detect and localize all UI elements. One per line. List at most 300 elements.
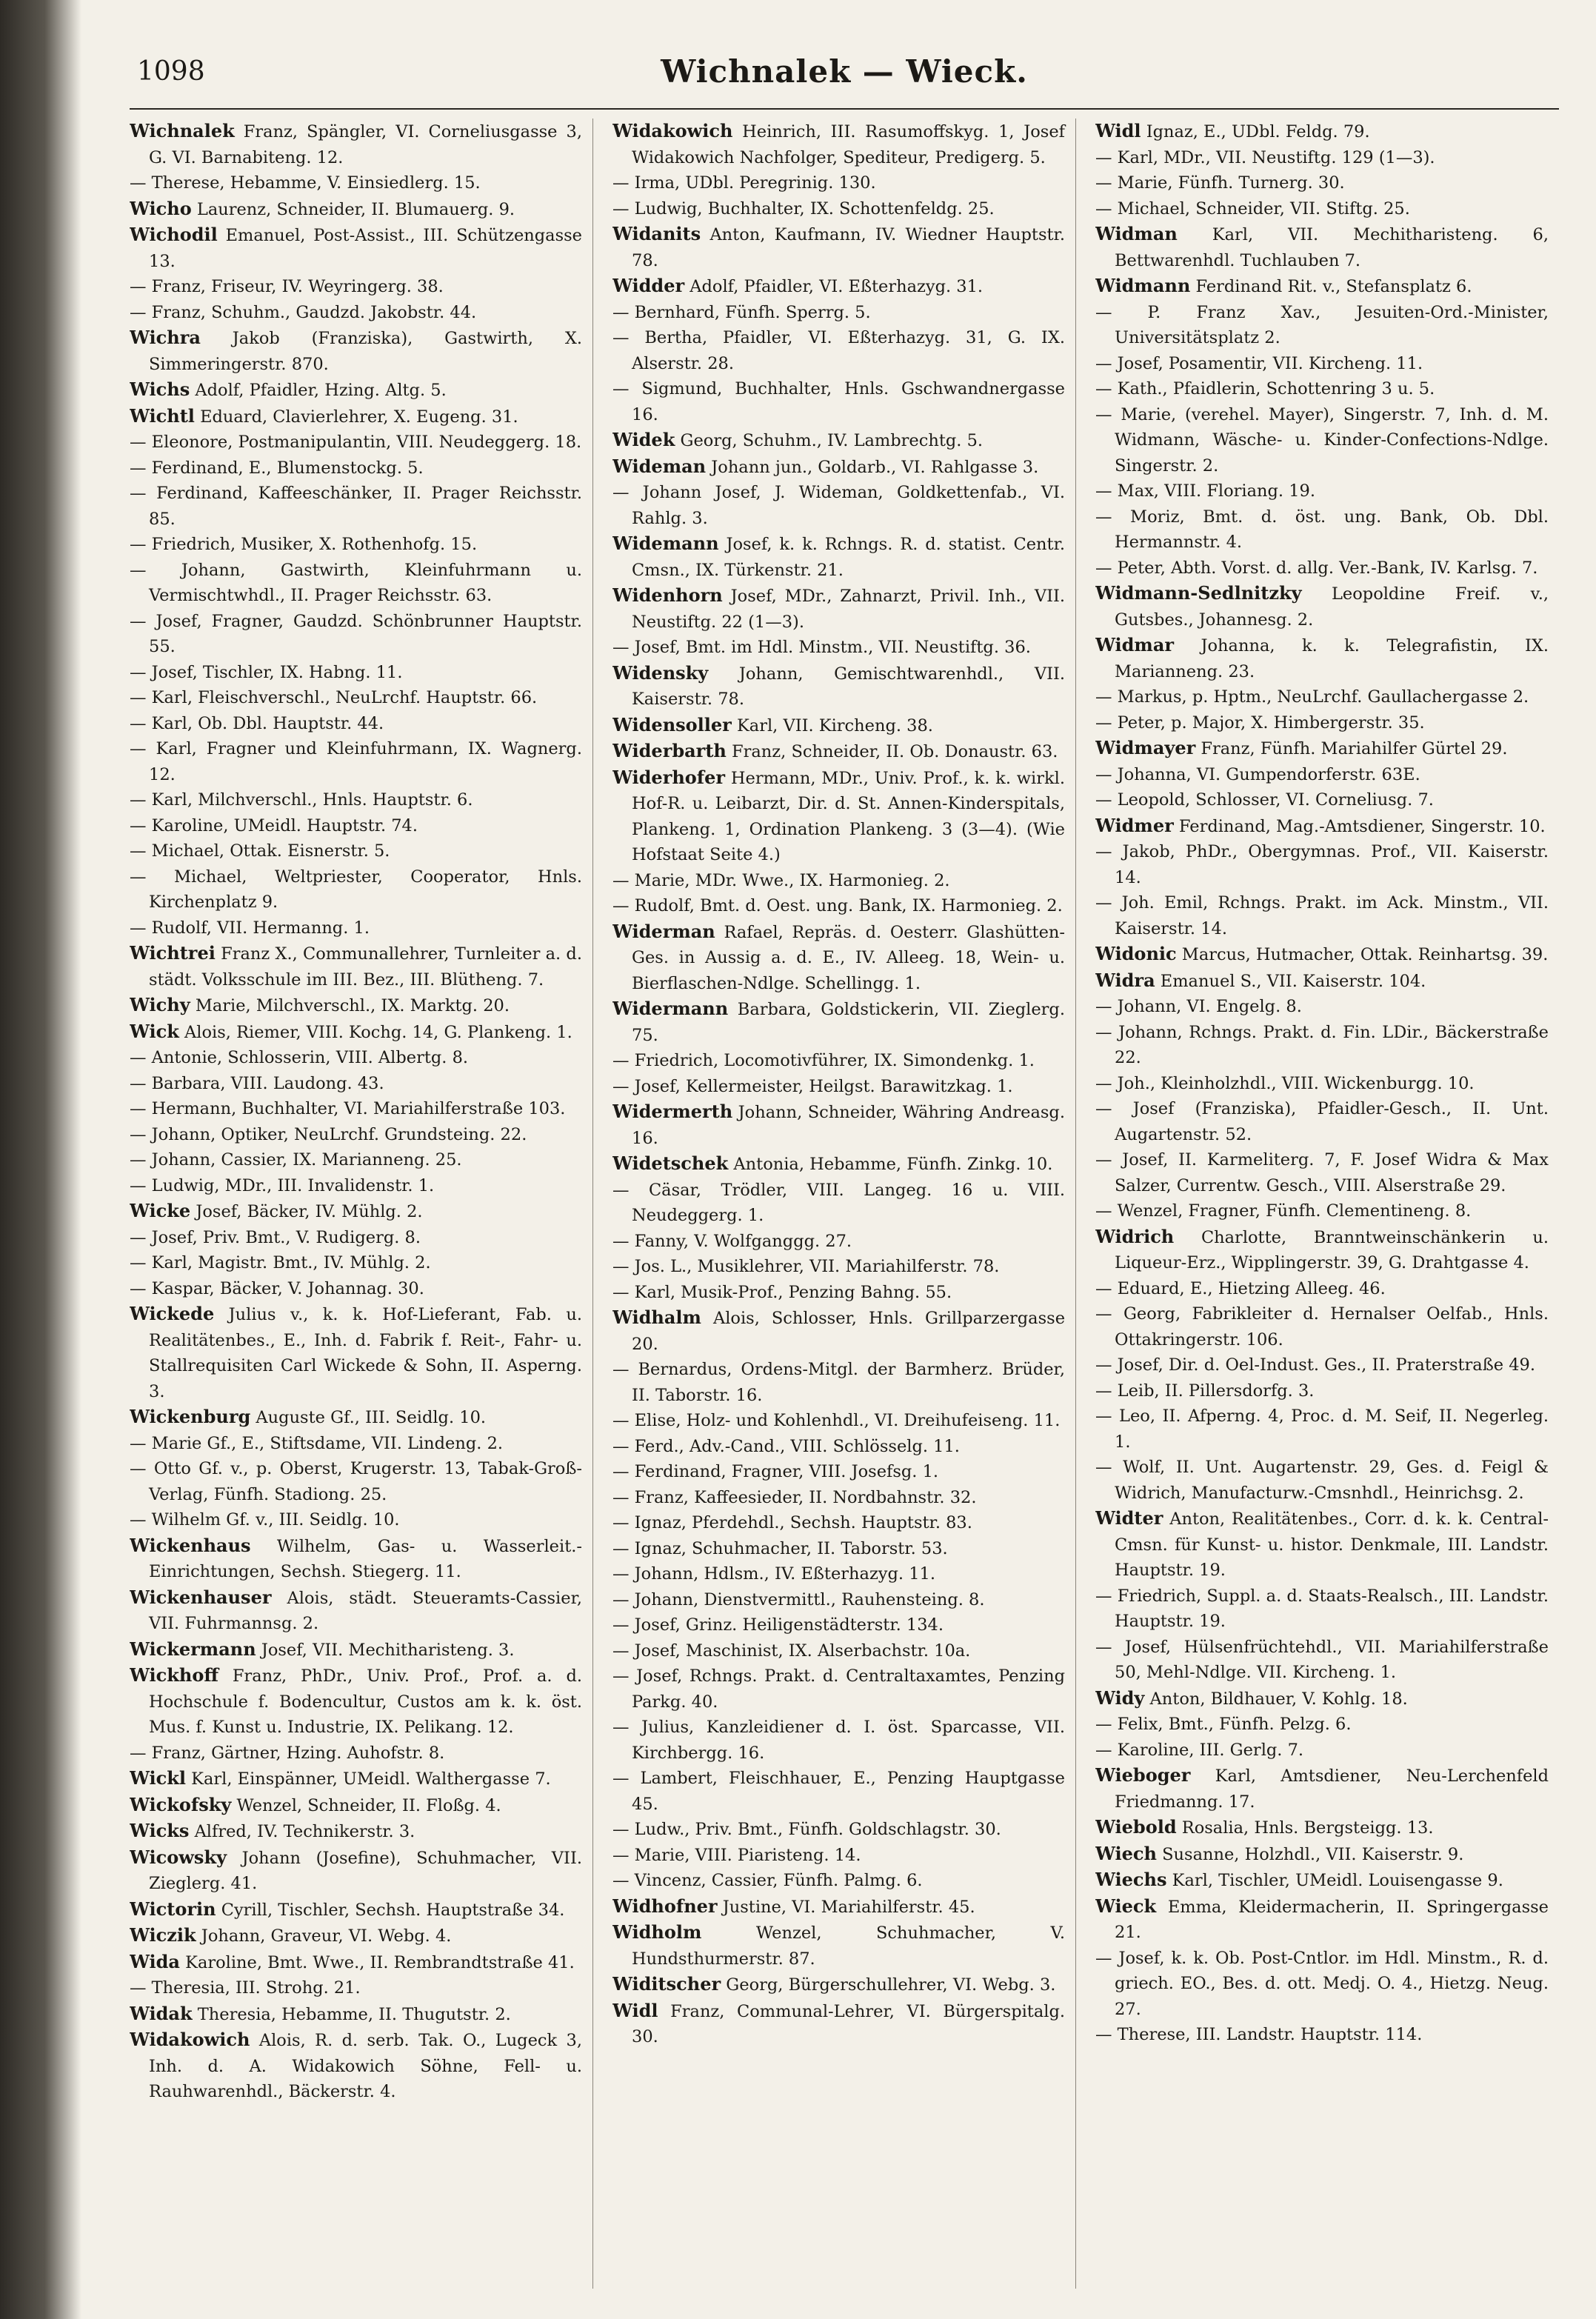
entry-text: — Jos. L., Musiklehrer, VII. Mariahilferstr. 78.: [612, 1257, 1000, 1276]
directory-entry: [612, 1561, 1065, 1587]
directory-entry: [130, 532, 582, 558]
entry-surname: Wiebold: [1095, 1816, 1177, 1838]
entry-text: Marie, Milchverschl., IX. Marktg. 20.: [195, 996, 510, 1015]
entry-text: — Eleonore, Postmanipulantin, VIII. Neudeggerg. 18.: [130, 433, 582, 452]
entry-surname: Wichtl: [130, 404, 195, 427]
entry-surname: Widerman: [612, 920, 715, 942]
entry-text: Johann, Graveur, VI. Webg. 4.: [201, 1926, 452, 1946]
entry-text: — Franz, Friseur, IV. Weyringerg. 38.: [130, 277, 444, 296]
entry-text: Rafael, Repräs. d. Oesterr. Glashütten-Ges. in Aussig a. d. E., IV. Alleeg. 18, Wein- u. Bierflaschen-Ndlge. Schellingg. 1.: [632, 922, 1065, 993]
directory-entry: [1095, 1867, 1549, 1894]
directory-entry: [612, 635, 1065, 661]
directory-entry: [1095, 813, 1549, 840]
entry-surname: Widetschek: [612, 1152, 729, 1174]
entry-text: — Elise, Holz- und Kohlenhdl., VI. Dreihufeiseng. 11.: [612, 1411, 1061, 1430]
entry-text: Ignaz, E., UDbl. Feldg. 79.: [1146, 122, 1370, 141]
entry-text: Johann jun., Goldarb., VI. Rahlgasse 3.: [711, 457, 1039, 477]
directory-entry: [1095, 1147, 1549, 1198]
directory-entry: [612, 325, 1065, 376]
entry-text: — Josef, Tischler, IX. Habng. 11.: [130, 662, 403, 682]
entry-text: — Barbara, VIII. Laudong. 43.: [130, 1073, 384, 1093]
entry-text: Hermann, MDr., Univ. Prof., k. k. wirkl. Hof-R. u. Leibarzt, Dir. d. St. Annen-Kinderspitals, Plankeng. 1, Ordination Plankeng. 3 (3—4). (Wie Hofstaat Seite 4.): [632, 768, 1065, 864]
entry-text: Emma, Kleidermacherin, II. Springergasse 21.: [1115, 1897, 1549, 1942]
entry-text: — Ludwig, MDr., III. Invalidenstr. 1.: [130, 1175, 435, 1195]
entry-text: — Josef, Posamentir, VII. Kircheng. 11.: [1095, 353, 1423, 373]
entry-surname: Widhalm: [612, 1307, 701, 1328]
entry-surname: Wickenburg: [130, 1406, 251, 1427]
entry-text: Alois, R. d. serb. Tak. O., Lugeck 3, Inh. d. A. Widakowich Söhne, Fell- u. Rauhwarenhdl., Bäckerstr. 4.: [149, 2031, 582, 2101]
entry-text: Johann (Josefine), Schuhmacher, VII. Zieglerg. 41.: [149, 1848, 582, 1893]
entry-text: — Peter, Abth. Vorst. d. allg. Ver.-Bank, IV. Karlsg. 7.: [1095, 558, 1538, 578]
directory-entry: [1095, 839, 1549, 890]
entry-text: — Johanna, VI. Gumpendorferstr. 63E.: [1095, 764, 1420, 784]
entry-text: — Josef, II. Karmeliterg. 7, F. Josef Widra & Max Salzer, Currentw. Gesch., VIII. Alserstraße 29.: [1095, 1150, 1549, 1195]
entry-surname: Wichra: [130, 327, 201, 348]
directory-entry: [1095, 710, 1549, 736]
entry-text: — Karoline, UMeidl. Hauptstr. 74.: [130, 815, 418, 835]
entry-surname: Wichodil: [130, 224, 218, 245]
directory-entry: [130, 711, 582, 737]
directory-entry: [1095, 1352, 1549, 1378]
directory-entry: [612, 1766, 1065, 1817]
entry-surname: Widman: [1095, 223, 1178, 244]
entry-text: Josef, k. k. Rchngs. R. d. statist. Centr. Cmsn., IX. Türkenstr. 21.: [632, 535, 1066, 580]
directory-entry: [612, 454, 1065, 481]
entry-text: — Josef, Priv. Bmt., V. Rudigerg. 8.: [130, 1227, 421, 1247]
entry-surname: Wieboger: [1095, 1764, 1191, 1786]
entry-text: — Karl, Magistr. Bmt., IV. Mühlg. 2.: [130, 1253, 431, 1272]
entry-text: — Johann, VI. Engelg. 8.: [1095, 997, 1302, 1016]
entry-text: Johann, Schneider, Währing Andreasg. 16.: [632, 1103, 1065, 1148]
entry-surname: Wickofsky: [130, 1793, 232, 1815]
entry-text: — Karl, Fragner und Kleinfuhrmann, IX. Wagnerg. 12.: [130, 739, 582, 784]
directory-entry: [612, 919, 1065, 997]
directory-entry: [612, 1715, 1065, 1766]
entry-surname: Widenhorn: [612, 584, 723, 606]
directory-entry: [1095, 1096, 1549, 1147]
directory-entry: [130, 1818, 582, 1845]
directory-entry: [612, 868, 1065, 894]
directory-entry: [612, 1664, 1065, 1715]
entry-surname: Widerhofer: [612, 766, 726, 788]
entry-surname: Widak: [130, 2002, 193, 2024]
entry-text: — Franz, Gärtner, Hzing. Auhofstr. 8.: [130, 1743, 445, 1763]
directory-entry: [130, 813, 582, 839]
directory-entry: [1095, 633, 1549, 684]
entry-text: — Leopold, Schlosser, VI. Corneliusg. 7.: [1095, 790, 1434, 810]
directory-entry: [612, 170, 1065, 196]
entry-text: — Bernhard, Fünfh. Sperrg. 5.: [612, 302, 871, 322]
directory-entry: [612, 1510, 1065, 1536]
entry-text: Laurenz, Schneider, II. Blumauerg. 9.: [196, 199, 515, 219]
directory-entry: [1095, 1946, 1549, 2023]
entry-text: — Rudolf, VII. Hermanng. 1.: [130, 918, 370, 938]
directory-entry: [130, 377, 582, 404]
directory-entry: [612, 1151, 1065, 1178]
directory-entry: [612, 1843, 1065, 1869]
entry-text: — Max, VIII. Floriang. 19.: [1095, 481, 1316, 501]
directory-entry: [1095, 1378, 1549, 1404]
entry-text: — Josef, k. k. Ob. Post-Cntlor. im Hdl. Minstm., R. d. griech. EO., Bes. d. ott. Medj. O. 4., Hietzg. Neug. 27.: [1095, 1948, 1549, 2019]
entry-surname: Widmar: [1095, 634, 1175, 655]
directory-entry: [130, 992, 582, 1019]
entry-text: — Cäsar, Trödler, VIII. Langeg. 16 u. VIII. Neudeggerg. 1.: [612, 1180, 1065, 1225]
entry-text: — Josef, Dir. d. Oel-Indust. Ges., II. Praterstraße 49.: [1095, 1355, 1535, 1375]
directory-entry: [612, 1972, 1065, 1998]
directory-entry: [612, 1920, 1065, 1972]
entry-surname: Wicho: [130, 197, 192, 219]
entry-text: — Ferdinand, E., Blumenstockg. 5.: [130, 458, 424, 478]
entry-text: Karoline, Bmt. Wwe., II. Rembrandtstraße 41.: [185, 1952, 575, 1972]
entry-text: Wilhelm, Gas- u. Wasserleit.-Einrichtungen, Sechsh. Stiegerg. 11.: [149, 1536, 582, 1581]
directory-entry: [130, 1949, 582, 1976]
directory-entry: [612, 893, 1065, 919]
entry-surname: Wictorin: [130, 1898, 216, 1920]
directory-entry: [130, 2001, 582, 2028]
entry-text: Karl, VII. Mechitharisteng. 6, Bettwarenhdl. Tuchlauben 7.: [1115, 225, 1549, 270]
entry-surname: Widensoller: [612, 713, 732, 735]
entry-surname: Widmayer: [1095, 737, 1196, 758]
page-number: 1098: [137, 56, 205, 87]
entry-text: Charlotte, Branntweinschänkerin u. Liqueur-Erz., Wipplingerstr. 39, G. Drahtgasse 4.: [1115, 1227, 1549, 1272]
directory-entry: [130, 1276, 582, 1302]
entry-text: Josef, MDr., Zahnarzt, Privil. Inh., VII. Neustiftg. 22 (1—3).: [632, 587, 1065, 632]
entry-text: Johann, Gemischtwarenhdl., VII. Kaiserstr. 78.: [632, 664, 1066, 709]
directory-entry: [130, 1585, 582, 1637]
entry-text: Ferdinand Rit. v., Stefansplatz 6.: [1195, 277, 1472, 296]
entry-surname: Wicke: [130, 1200, 191, 1221]
directory-entry: [1095, 145, 1549, 171]
entry-text: Heinrich, III. Rasumoffskyg. 1, Josef Widakowich Nachfolger, Spediteur, Predigerg. 5.: [632, 122, 1065, 167]
directory-entry: [130, 1198, 582, 1225]
entry-text: Georg, Bürgerschullehrer, VI. Webg. 3.: [726, 1975, 1056, 1995]
entry-text: — Jakob, PhDr., Obergymnas. Prof., VII. Kaiserstr. 14.: [1095, 842, 1549, 887]
directory-entry: [612, 583, 1065, 635]
directory-entry: [1095, 1815, 1549, 1841]
directory-entry: [130, 736, 582, 787]
entry-text: — Lambert, Fleischhauer, E., Penzing Hauptgasse 45.: [612, 1769, 1065, 1814]
directory-entry: [612, 713, 1065, 739]
directory-entry: [130, 325, 582, 377]
entry-text: — Eduard, E., Hietzing Alleeg. 46.: [1095, 1278, 1386, 1298]
directory-entry: [612, 1459, 1065, 1485]
directory-entry: [612, 1868, 1065, 1894]
directory-entry: [130, 1250, 582, 1276]
directory-entry: [1095, 1506, 1549, 1584]
entry-text: Rosalia, Hnls. Bergsteigg. 13.: [1181, 1818, 1434, 1838]
entry-surname: Widrich: [1095, 1225, 1175, 1247]
directory-entry: [1095, 1686, 1549, 1712]
entry-text: Karl, VII. Kircheng. 38.: [736, 715, 933, 735]
entry-text: Johanna, k. k. Telegrafistin, IX. Marianneng. 23.: [1115, 636, 1549, 681]
entry-surname: Wickenhauser: [130, 1586, 272, 1608]
directory-entry: [130, 170, 582, 196]
entry-text: — Leo, II. Afperng. 4, Proc. d. M. Seif, II. Negerleg. 1.: [1095, 1407, 1549, 1452]
entry-text: Auguste Gf., III. Seidlg. 10.: [256, 1408, 487, 1427]
entry-text: — Friedrich, Musiker, X. Rothenhofg. 15.: [130, 535, 478, 554]
entry-text: Wenzel, Schneider, II. Floßg. 4.: [236, 1795, 501, 1815]
columns: [130, 119, 1559, 2289]
directory-entry: [1095, 1198, 1549, 1224]
entry-surname: Widmer: [1095, 814, 1174, 836]
entry-text: — Bertha, Pfaidler, VI. Eßterhazyg. 31, G. IX. Alserstr. 28.: [612, 328, 1065, 373]
directory-entry: [130, 119, 582, 170]
entry-surname: Widakowich: [612, 120, 733, 141]
directory-entry: [612, 765, 1065, 868]
entry-surname: Widter: [1095, 1507, 1163, 1529]
entry-surname: Wieck: [1095, 1895, 1157, 1917]
directory-entry: [612, 1178, 1065, 1229]
entry-text: Josef, Bäcker, IV. Mühlg. 2.: [196, 1202, 423, 1221]
directory-entry: [612, 531, 1065, 583]
directory-entry: [1095, 504, 1549, 555]
directory-entry: [130, 1741, 582, 1766]
directory-entry: [1095, 968, 1549, 995]
directory-entry: [612, 1048, 1065, 1074]
directory-entry: [1095, 1712, 1549, 1738]
column-left: [130, 119, 593, 2289]
entry-surname: Widensky: [612, 661, 709, 684]
entry-text: — P. Franz Xav., Jesuiten-Ord.-Minister, Universitätsplatz 2.: [1095, 302, 1549, 347]
entry-text: — Friedrich, Locomotivführer, IX. Simondenkg. 1.: [612, 1051, 1035, 1070]
entry-surname: Wickenhaus: [130, 1534, 251, 1556]
entry-text: — Ferdinand, Kaffeeschänker, II. Prager Reichsstr. 85.: [130, 484, 582, 529]
entry-text: — Johann Josef, J. Wideman, Goldkettenfab., VI. Rahlg. 3.: [612, 483, 1065, 528]
directory-entry: [130, 222, 582, 274]
entry-text: Theresia, Hebamme, II. Thugutstr. 2.: [197, 2004, 511, 2024]
entry-text: Cyrill, Tischler, Sechsh. Hauptstraße 34.: [221, 1900, 565, 1920]
directory-entry: [1095, 478, 1549, 504]
directory-entry: [130, 787, 582, 813]
entry-surname: Widholm: [612, 1921, 702, 1943]
directory-entry: [130, 1975, 582, 2001]
entry-text: — Leib, II. Pillersdorfg. 3.: [1095, 1381, 1315, 1401]
directory-entry: [612, 480, 1065, 531]
directory-entry: [1095, 1763, 1549, 1815]
entry-text: Franz, Spängler, VI. Corneliusgasse 3, G. VI. Barnabiteng. 12.: [149, 122, 583, 167]
entry-surname: Wichtrei: [130, 942, 216, 964]
directory-entry: [612, 1894, 1065, 1921]
directory-entry: [1095, 787, 1549, 813]
entry-text: Julius v., k. k. Hof-Lieferant, Fab. u. Realitätenbes., E., Inh. d. Fabrik f. Reit-, Fahr- u. Stallrequisiten Carl Wickede & Sohn, II. Asperng. 3.: [149, 1305, 583, 1401]
page-header: [130, 52, 1559, 110]
entry-surname: Wicks: [130, 1820, 190, 1841]
entry-text: — Josef, Maschinist, IX. Alserbachstr. 10a.: [612, 1641, 971, 1661]
directory-entry: [130, 660, 582, 686]
directory-entry: [1095, 1020, 1549, 1071]
directory-entry: [1095, 1224, 1549, 1276]
entry-text: Jakob (Franziska), Gastwirth, X. Simmeringerstr. 870.: [149, 329, 582, 374]
directory-entry: [130, 300, 582, 326]
directory-entry: [612, 1280, 1065, 1306]
directory-entry: [1095, 1404, 1549, 1455]
entry-text: — Ferd., Adv.-Cand., VIII. Schlösselg. 11.: [612, 1436, 960, 1456]
directory-entry: [1095, 196, 1549, 222]
directory-entry: [612, 1587, 1065, 1613]
entry-surname: Widitscher: [612, 1973, 721, 1995]
entry-surname: Widmann: [1095, 275, 1191, 296]
entry-text: — Ignaz, Pferdehdl., Sechsh. Hauptstr. 83.: [612, 1513, 972, 1532]
entry-text: — Bernardus, Ordens-Mitgl. der Barmherz. Brüder, II. Taborstr. 16.: [612, 1360, 1065, 1405]
entry-text: — Marie, (verehel. Mayer), Singerstr. 7, Inh. d. M. Widmann, Wäsche- u. Kinder-Confections-Ndlge. Singerstr. 2.: [1095, 404, 1549, 476]
entry-surname: Widy: [1095, 1686, 1145, 1709]
directory-entry: [612, 1357, 1065, 1408]
directory-entry: [130, 609, 582, 660]
entry-text: — Josef, Kellermeister, Heilgst. Barawitzkag. 1.: [612, 1076, 1013, 1096]
directory-entry: [130, 1897, 582, 1923]
entry-text: — Franz, Kaffeesieder, II. Nordbahnstr. 32.: [612, 1487, 977, 1507]
entry-text: — Johann, Optiker, NeuLrchf. Grundsteing. 22.: [130, 1124, 527, 1144]
directory-entry: [612, 427, 1065, 454]
directory-entry: [130, 1663, 582, 1741]
entry-text: Anton, Realitätenbes., Corr. d. k. k. Central-Cmsn. für Kunst- u. histor. Denkmale, III. Landstr. Hauptstr. 19.: [1115, 1509, 1549, 1580]
directory-entry: [612, 996, 1065, 1048]
directory-entry: [612, 1099, 1065, 1151]
directory-entry: [1095, 119, 1549, 145]
entry-text: — Joh. Emil, Rchngs. Prakt. im Ack. Minstm., VII. Kaiserstr. 14.: [1095, 893, 1549, 938]
entry-text: Marcus, Hutmacher, Ottak. Reinhartsg. 39.: [1181, 945, 1549, 964]
entry-text: — Karl, MDr., VII. Neustiftg. 129 (1—3).: [1095, 147, 1435, 167]
entry-text: — Michael, Schneider, VII. Stiftg. 25.: [1095, 198, 1410, 218]
directory-entry: [1095, 1841, 1549, 1868]
entry-text: — Ignaz, Schuhmacher, II. Taborstr. 53.: [612, 1538, 948, 1558]
entry-text: — Josef (Franziska), Pfaidler-Gesch., II. Unt. Augartenstr. 52.: [1095, 1099, 1549, 1144]
directory-entry: [130, 1792, 582, 1819]
directory-entry: [612, 1074, 1065, 1100]
entry-text: Alois, Riemer, VIII. Kochg. 14, G. Plankeng. 1.: [184, 1022, 572, 1042]
directory-entry: [1095, 1071, 1549, 1097]
directory-entry: [1095, 762, 1549, 788]
entry-text: — Johann, Rchngs. Prakt. d. Fin. LDir., Bäckerstraße 22.: [1095, 1022, 1549, 1067]
directory-entry: [130, 1122, 582, 1148]
directory-entry: [130, 1096, 582, 1122]
directory-entry: [612, 221, 1065, 273]
directory-entry: [612, 273, 1065, 300]
directory-entry: [1095, 941, 1549, 968]
directory-entry: [130, 1456, 582, 1507]
entry-text: — Marie, VIII. Piaristeng. 14.: [612, 1845, 861, 1865]
entry-text: — Felix, Bmt., Fünfh. Pelzg. 6.: [1095, 1715, 1352, 1734]
entry-text: Franz, PhDr., Univ. Prof., Prof. a. d. Hochschule f. Bodencultur, Custos am k. k. öst. Mus. f. Kunst u. Industrie, IX. Pelikang. 12.: [149, 1666, 582, 1737]
entry-surname: Wiczik: [130, 1924, 196, 1946]
directory-entry: [612, 1434, 1065, 1460]
entry-text: — Marie, MDr. Wwe., IX. Harmonieg. 2.: [612, 870, 950, 890]
entry-text: — Michael, Ottak. Eisnerstr. 5.: [130, 841, 390, 861]
directory-entry: [1095, 351, 1549, 377]
entry-text: Leopoldine Freif. v., Gutsbes., Johannesg. 2.: [1115, 584, 1549, 630]
directory-entry: [130, 1301, 582, 1404]
entry-text: Franz X., Communallehrer, Turnleiter a. d. städt. Volksschule im III. Bez., III. Blütheng. 7.: [149, 944, 582, 990]
entry-surname: Widakowich: [130, 2029, 250, 2050]
entry-text: Franz, Schneider, II. Ob. Donaustr. 63.: [732, 742, 1058, 761]
directory-entry: [1095, 1276, 1549, 1302]
entry-text: Wenzel, Schuhmacher, V. Hundsthurmerstr. 87.: [632, 1923, 1065, 1969]
directory-entry: [1095, 376, 1549, 402]
entry-surname: Widder: [612, 275, 685, 296]
entry-text: — Karl, Musik-Prof., Penzing Bahng. 55.: [612, 1282, 952, 1302]
entry-text: Emanuel, Post-Assist., III. Schützengasse 13.: [149, 226, 582, 271]
entry-surname: Wickede: [130, 1303, 215, 1324]
entry-text: Susanne, Holzhdl., VII. Kaiserstr. 9.: [1162, 1844, 1464, 1864]
entry-text: — Josef, Bmt. im Hdl. Minstm., VII. Neustiftg. 36.: [612, 638, 1031, 657]
directory-entry: [130, 1766, 582, 1792]
entry-text: Alois, städt. Steueramts-Cassier, VII. Fuhrmannsg. 2.: [149, 1588, 582, 1633]
directory-entry: [1095, 555, 1549, 581]
directory-entry: [130, 1923, 582, 1949]
entry-text: Karl, Amtsdiener, Neu-Lerchenfeld Friedmanng. 17.: [1115, 1766, 1549, 1812]
directory-entry: [1095, 2022, 1549, 2048]
entry-text: Anton, Bildhauer, V. Kohlg. 18.: [1149, 1689, 1408, 1709]
directory-entry: [612, 1612, 1065, 1638]
entry-text: Antonia, Hebamme, Fünfh. Zinkg. 10.: [733, 1155, 1053, 1174]
directory-entry: [130, 1507, 582, 1533]
directory-entry: [1095, 890, 1549, 941]
directory-entry: [1095, 1894, 1549, 1946]
directory-entry: [130, 941, 582, 992]
entry-surname: Widonic: [1095, 943, 1177, 964]
entry-surname: Wicowsky: [130, 1846, 227, 1868]
entry-text: Alfred, IV. Technikerstr. 3.: [194, 1822, 415, 1841]
entry-surname: Wichnalek: [130, 120, 235, 141]
directory-entry: [612, 376, 1065, 427]
column-right: [1095, 119, 1559, 2289]
directory-entry: [130, 196, 582, 223]
entry-text: — Julius, Kanzleidiener d. I. öst. Sparcasse, VII. Kirchbergg. 16.: [612, 1718, 1065, 1763]
directory-entry: [130, 1071, 582, 1097]
directory-entry: [130, 456, 582, 481]
entry-surname: Wichs: [130, 378, 190, 400]
directory-entry: [612, 738, 1065, 765]
entry-text: — Otto Gf. v., p. Oberst, Krugerstr. 13, Tabak-Groß-Verlag, Fünfh. Stadiong. 25.: [130, 1459, 582, 1504]
directory-entry: [612, 1408, 1065, 1434]
directory-entry: [130, 1045, 582, 1071]
directory-entry: [130, 1019, 582, 1046]
entry-text: Justine, VI. Mariahilferstr. 45.: [722, 1897, 975, 1917]
entry-text: — Johann, Hdlsm., IV. Eßterhazyg. 11.: [612, 1564, 936, 1584]
directory-entry: [130, 864, 582, 915]
directory-entry: [1095, 273, 1549, 300]
directory-entry: [612, 1638, 1065, 1664]
entry-text: Barbara, Goldstickerin, VII. Zieglerg. 75.: [632, 1000, 1065, 1045]
entry-surname: Widerbarth: [612, 740, 727, 761]
entry-text: Adolf, Pfaidler, Hzing. Altg. 5.: [195, 381, 447, 400]
entry-text: — Josef, Grinz. Heiligenstädterstr. 134.: [612, 1615, 944, 1635]
entry-surname: Widhofner: [612, 1895, 718, 1917]
directory-entry: [1095, 1738, 1549, 1764]
directory-entry: [130, 404, 582, 430]
entry-text: — Ludwig, Buchhalter, IX. Schottenfeldg. 25.: [612, 198, 995, 218]
directory-entry: [1095, 170, 1549, 196]
entry-text: Anton, Kaufmann, IV. Wiedner Hauptstr. 78.: [632, 225, 1065, 270]
entry-text: — Karoline, III. Gerlg. 7.: [1095, 1740, 1304, 1760]
entry-text: — Marie, Fünfh. Turnerg. 30.: [1095, 173, 1345, 193]
directory-entry: [1095, 684, 1549, 710]
entry-text: — Johann, Dienstvermittl., Rauhensteing. 8.: [612, 1589, 985, 1609]
entry-text: — Joh., Kleinholzhdl., VIII. Wickenburgg. 10.: [1095, 1073, 1475, 1093]
entry-surname: Wick: [130, 1020, 179, 1042]
directory-entry: [612, 1998, 1065, 2050]
directory-entry: [612, 661, 1065, 713]
entry-surname: Widermann: [612, 998, 729, 1019]
directory-entry: [130, 1173, 582, 1199]
directory-entry: [1095, 994, 1549, 1020]
entry-text: — Vincenz, Cassier, Fünfh. Palmg. 6.: [612, 1871, 923, 1890]
directory-entry: [1095, 1455, 1549, 1506]
entry-text: Ferdinand, Mag.-Amtsdiener, Singerstr. 10.: [1178, 816, 1546, 836]
entry-surname: Widmann-Sedlnitzky: [1095, 582, 1302, 604]
entry-text: — Josef, Rchngs. Prakt. d. Centraltaxamtes, Penzing Parkg. 40.: [612, 1666, 1065, 1712]
directory-entry: [130, 1225, 582, 1251]
